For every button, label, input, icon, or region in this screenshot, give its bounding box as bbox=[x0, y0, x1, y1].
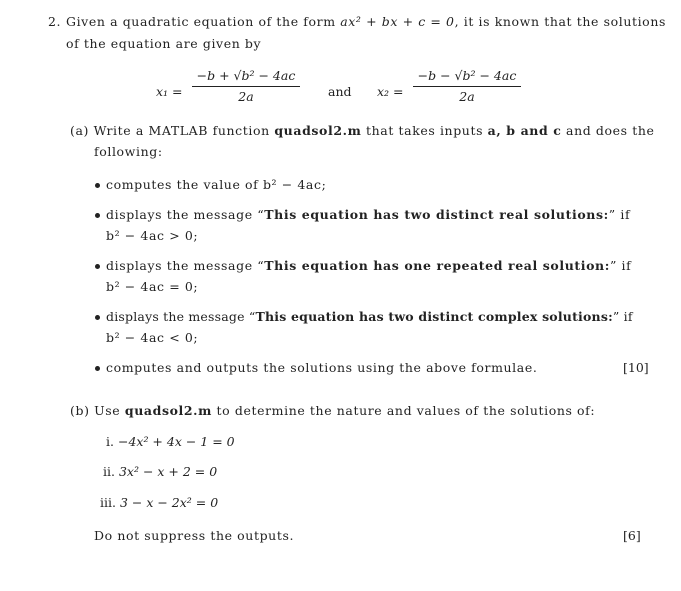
intro-text-1: Given a quadratic equation of the form bbox=[66, 14, 341, 29]
bullet-5-dot bbox=[95, 366, 100, 371]
part-b-item-1 bbox=[106, 434, 235, 449]
part-b-label: (b) bbox=[70, 403, 90, 418]
part-b-text-2: to determine the nature and values of the solutions of: bbox=[211, 403, 596, 418]
x1-numerator: −b + √b² − 4ac bbox=[196, 68, 296, 83]
bullet-4-post: ” if bbox=[612, 309, 633, 324]
bullet-2-message: This equation has two distinct real solutions: bbox=[264, 207, 609, 222]
x1-fraction bbox=[192, 68, 300, 104]
part-b-note: Do not suppress the outputs. bbox=[94, 528, 295, 543]
part-a-line-2: following: bbox=[94, 144, 163, 159]
and-word: and bbox=[328, 84, 352, 99]
bullet-1-dot bbox=[95, 183, 100, 188]
x2-fraction-bar bbox=[413, 86, 521, 87]
item-3-number: iii. bbox=[100, 495, 116, 510]
part-b-item-3 bbox=[100, 495, 218, 510]
intro-equation: ax² + bx + c = 0 bbox=[340, 14, 455, 29]
part-a-text-3: and does the bbox=[561, 123, 655, 138]
part-b-function-name: quadsol2.m bbox=[124, 403, 212, 418]
x2-denominator: 2a bbox=[459, 89, 475, 104]
bullet-2-dot bbox=[95, 213, 100, 218]
bullet-5-text: computes and outputs the solutions using the above formulae. bbox=[106, 360, 538, 375]
item-3-equation: 3 − x − 2x² = 0 bbox=[119, 495, 219, 510]
intro-text-2: , it is known that the solutions bbox=[454, 14, 666, 29]
part-a-text-2: that takes inputs bbox=[361, 123, 488, 138]
bullet-4-line-1 bbox=[106, 309, 633, 324]
part-b-text-1: Use bbox=[94, 403, 125, 418]
bullet-2-post: ” if bbox=[608, 207, 631, 222]
part-a-function-name: quadsol2.m bbox=[274, 123, 362, 138]
x2-label: x₂ = bbox=[377, 84, 404, 99]
bullet-3-dot bbox=[95, 264, 100, 269]
question-intro-line-2: of the equation are given by bbox=[66, 36, 262, 51]
part-b-line-1 bbox=[70, 403, 595, 418]
item-2-number: ii. bbox=[103, 464, 115, 479]
bullet-4-condition: b² − 4ac < 0; bbox=[106, 330, 199, 345]
item-1-equation: −4x² + 4x − 1 = 0 bbox=[117, 434, 235, 449]
part-a-line-1 bbox=[70, 123, 655, 138]
question-intro-line-1 bbox=[66, 14, 666, 29]
bullet-4-dot bbox=[95, 315, 100, 320]
part-b-item-2 bbox=[103, 464, 217, 479]
bullet-3-message: This equation has one repeated real solution: bbox=[264, 258, 610, 273]
part-a-marks: [10] bbox=[623, 360, 649, 375]
part-b-marks: [6] bbox=[623, 528, 641, 543]
x1-denominator: 2a bbox=[238, 89, 254, 104]
item-1-number: i. bbox=[106, 434, 114, 449]
bullet-3-pre: displays the message “ bbox=[106, 258, 265, 273]
x1-fraction-bar bbox=[192, 86, 300, 87]
bullet-2-condition: b² − 4ac > 0; bbox=[106, 228, 199, 243]
x2-numerator: −b − √b² − 4ac bbox=[417, 68, 517, 83]
x2-fraction bbox=[413, 68, 521, 104]
bullet-3-post: ” if bbox=[609, 258, 632, 273]
question-number: 2. bbox=[48, 14, 62, 29]
part-a-text-1: Write a MATLAB function bbox=[93, 123, 275, 138]
bullet-1-text: computes the value of b² − 4ac; bbox=[106, 177, 327, 192]
x1-label: x₁ = bbox=[156, 84, 183, 99]
item-2-equation: 3x² − x + 2 = 0 bbox=[118, 464, 218, 479]
bullet-3-line-1 bbox=[106, 258, 631, 273]
bullet-2-pre: displays the message “ bbox=[106, 207, 265, 222]
bullet-4-message: This equation has two distinct complex solutions: bbox=[255, 309, 613, 324]
part-a-label: (a) bbox=[70, 123, 90, 138]
bullet-2-line-1 bbox=[106, 207, 630, 222]
bullet-4-pre: displays the message “ bbox=[106, 309, 256, 324]
bullet-3-condition: b² − 4ac = 0; bbox=[106, 279, 199, 294]
part-a-inputs: a, b and c bbox=[487, 123, 562, 138]
